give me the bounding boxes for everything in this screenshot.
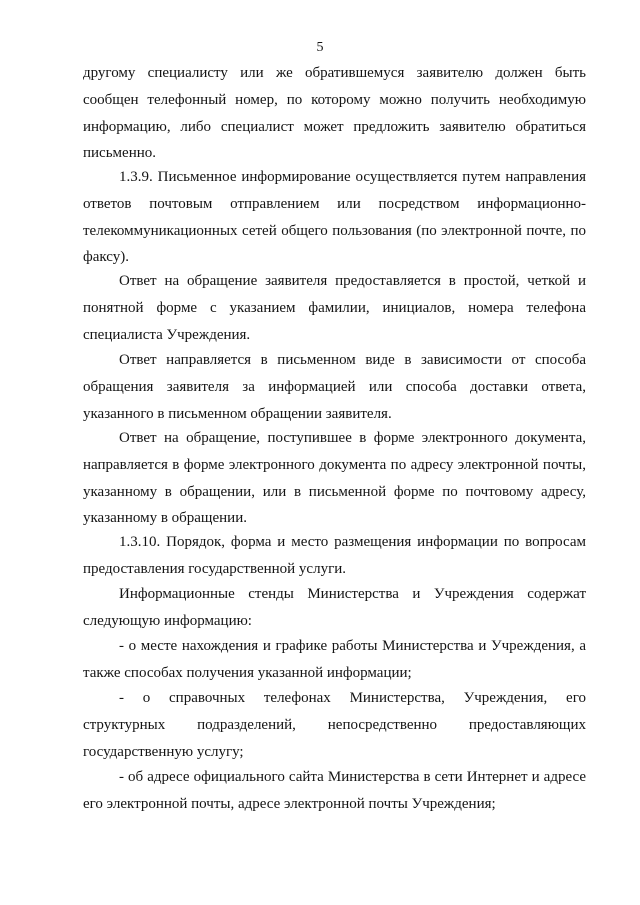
text-line: письменно. (83, 145, 157, 162)
paragraph (83, 268, 586, 348)
paragraph (83, 529, 586, 583)
text-line: следующую информацию: (83, 612, 252, 629)
text-line: государственную услугу; (83, 743, 244, 760)
paragraph (83, 164, 586, 271)
text-line: специалиста Учреждения. (83, 326, 251, 343)
text-line: телекоммуникационных сетей общего пользования (по электронной почте, по (83, 222, 586, 239)
text-line: Ответ на обращение, поступившее в форме электронного документа, (119, 430, 586, 446)
list-item (83, 685, 586, 765)
text-line: другому специалисту или же обратившемуся заявителю должен быть (83, 65, 586, 81)
text-line: также способах получения указанной информации; (83, 664, 412, 681)
text-line: ответов почтовым отправлением или посредством информационно- (83, 195, 586, 212)
text-line: 1.3.9. Письменное информирование осуществляется путем направления (119, 169, 586, 185)
text-line: Информационные стенды Министерства и Учреждения содержат (119, 586, 586, 602)
text-line: структурных подразделений, непосредственно предоставляющих (83, 716, 586, 733)
text-line: 1.3.10. Порядок, форма и место размещения информации по вопросам (119, 534, 586, 550)
paragraph (83, 425, 586, 532)
text-line: - об адресе официального сайта Министерства в сети Интернет и адресе (119, 769, 586, 785)
page-number: 5 (316, 40, 324, 55)
paragraph (83, 347, 586, 427)
list-item (83, 633, 586, 687)
text-line: его электронной почты, адресе электронной почты Учреждения; (83, 795, 496, 812)
text-line: предоставления государственной услуги. (83, 560, 347, 577)
text-line: указанному в обращении. (83, 510, 247, 527)
text-line: - о месте нахождения и графике работы Министерства и Учреждения, а (119, 638, 586, 654)
text-line: указанного в письменном обращении заявителя. (83, 405, 392, 422)
text-line: указанному в обращении, или в письменной форме по почтовому адресу, (83, 483, 586, 500)
text-line: информацию, либо специалист может предложить заявителю обратиться (83, 118, 586, 135)
text-line: - о справочных телефонах Министерства, Учреждения, его (119, 690, 586, 706)
text-line: понятной форме с указанием фамилии, инициалов, номера телефона (83, 299, 586, 316)
text-line: факсу). (83, 249, 129, 266)
text-line: сообщен телефонный номер, по которому можно получить необходимую (83, 91, 586, 108)
text-line: Ответ на обращение заявителя предоставляется в простой, четкой и (119, 273, 586, 289)
text-line: Ответ направляется в письменном виде в зависимости от способа (119, 352, 586, 368)
text-line: направляется в форме электронного документа по адресу электронной почты, (83, 456, 586, 473)
paragraph (83, 581, 586, 635)
list-item (83, 764, 586, 818)
text-line: обращения заявителя за информацией или способа доставки ответа, (83, 378, 586, 395)
paragraph (83, 60, 586, 167)
